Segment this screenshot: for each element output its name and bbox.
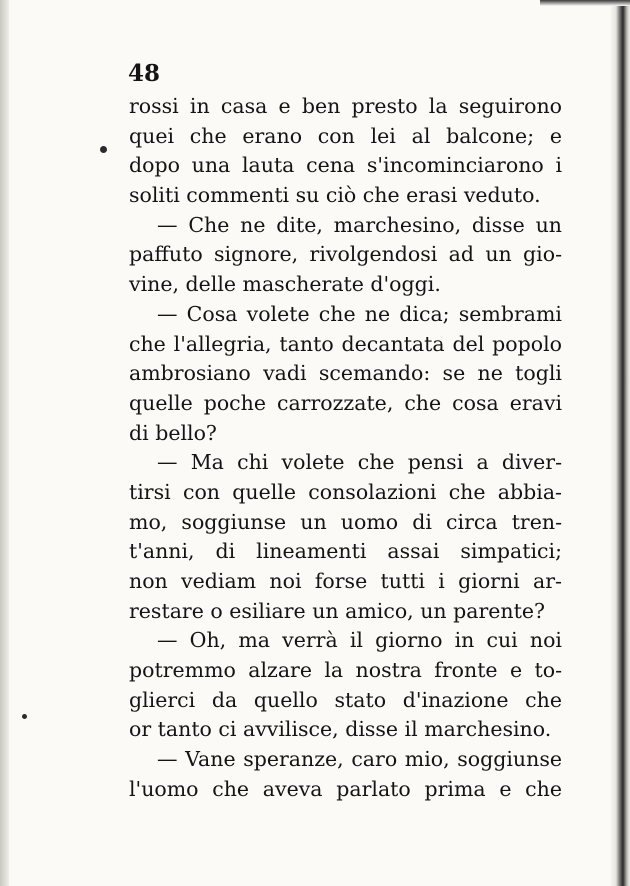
- text-line: potremmo alzare la nostra fronte e to-: [129, 658, 562, 683]
- page-left-edge: [0, 0, 9, 886]
- text-line: — Cosa volete che ne dica; sembrami: [157, 301, 562, 326]
- text-line: quei che erano con lei al balcone; e: [129, 123, 562, 148]
- text-line: quelle poche carrozzate, che cosa eravi: [129, 390, 562, 415]
- text-line: restare o esiliare un amico, un parente?: [129, 598, 545, 623]
- text-line: non vediam noi forse tutti i giorni ar-: [129, 569, 562, 593]
- text-line: soliti commenti su ciò che erasi veduto.: [129, 183, 541, 208]
- page-right-edge: [610, 0, 630, 886]
- text-line: — Oh, ma verrà il giorno in cui noi: [157, 628, 562, 653]
- text-line: glierci da quello stato d'inazione che: [129, 687, 562, 712]
- text-line: — Ma chi volete che pensi a diver-: [157, 450, 562, 475]
- page-top-edge: [540, 0, 630, 6]
- text-line: ambrosiano vadi scemando: se ne togli: [129, 361, 562, 386]
- text-line: mo, soggiunse un uomo di circa tren-: [129, 509, 562, 534]
- text-line: t'anni, di lineamenti assai simpatici;: [129, 539, 562, 564]
- text-line: vine, delle mascherate d'oggi.: [129, 272, 441, 297]
- text-line: or tanto ci avvilisce, disse il marchesino.: [129, 717, 552, 742]
- text-line: l'uomo che aveva parlato prima e che: [129, 776, 562, 801]
- text-line: — Che ne dite, marchesino, disse un: [157, 212, 562, 237]
- ink-speck: [22, 714, 27, 719]
- text-line: rossi in casa e ben presto la seguirono: [129, 94, 562, 118]
- body-text: [129, 92, 562, 805]
- page-number: 48: [128, 60, 161, 87]
- text-line: di bello?: [129, 420, 217, 445]
- text-line: tirsi con quelle consolazioni che abbia-: [129, 479, 562, 504]
- text-line: dopo una lauta cena s'incominciarono i: [129, 153, 562, 178]
- text-line: paffuto signore, rivolgendosi ad un gio-: [129, 242, 562, 267]
- text-line: che l'allegria, tanto decantata del popolo: [129, 331, 562, 356]
- ink-speck: [100, 146, 107, 153]
- text-line: — Vane speranze, caro mio, soggiunse: [157, 747, 562, 772]
